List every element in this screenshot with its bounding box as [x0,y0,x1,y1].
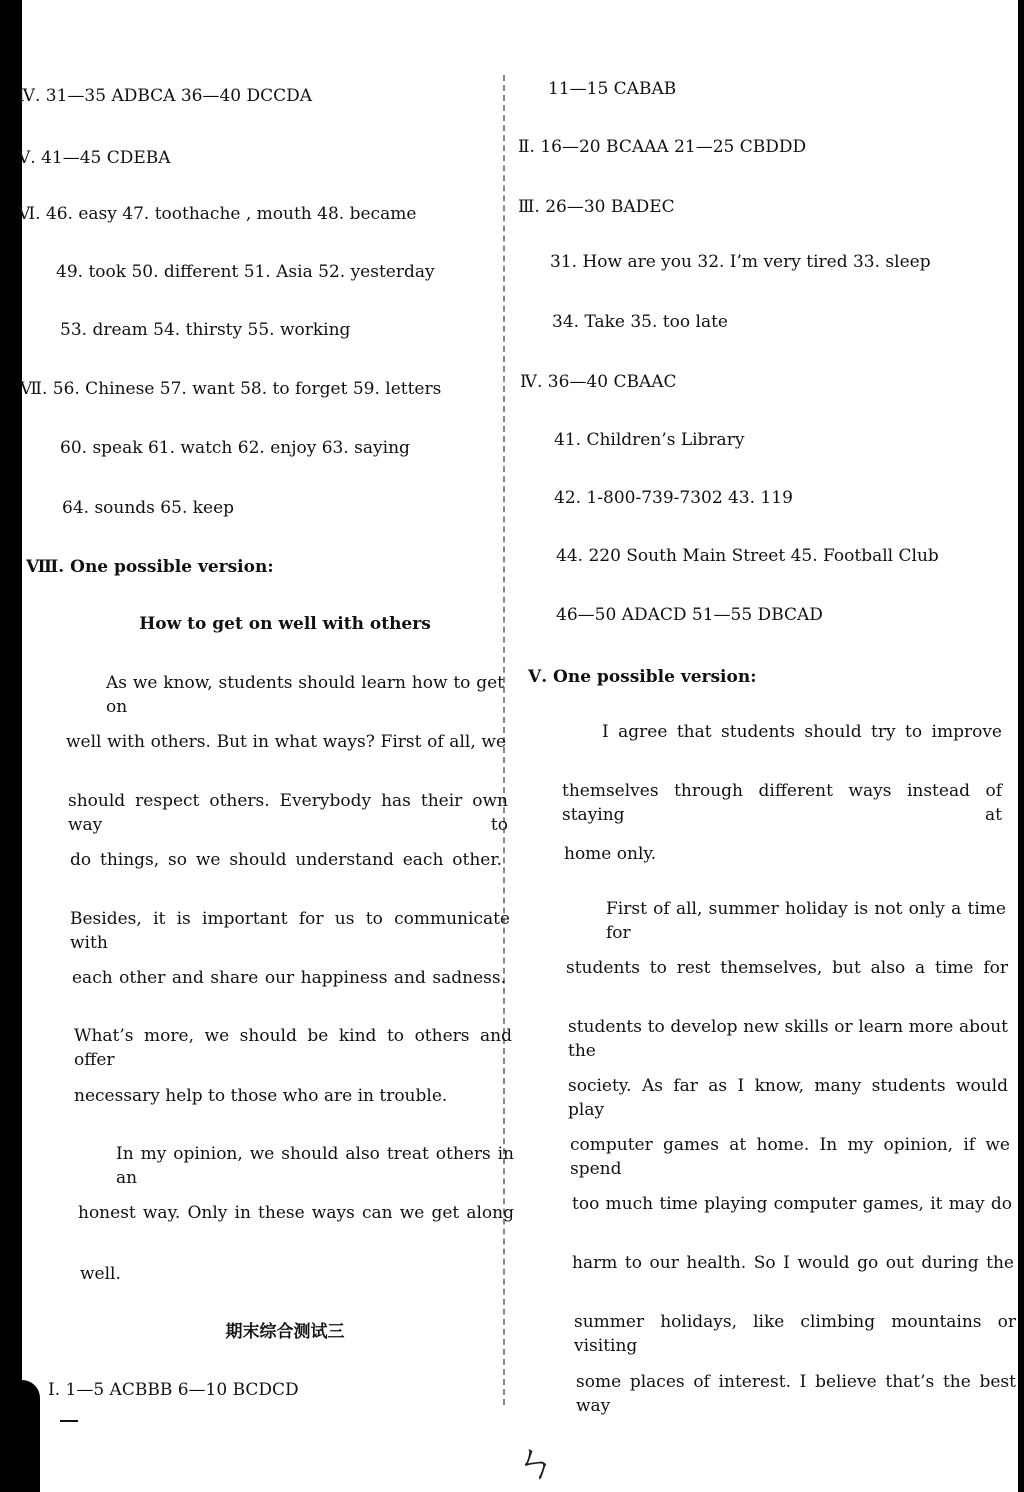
essay-title: How to get on well with others [139,614,431,634]
essay-line: In my opinion, we should also treat others in an [116,1144,514,1188]
essay-line: students to develop new skills or learn more about the [568,1017,1008,1061]
answer-line-iv-5: 46—50 ADACD 51—55 DBCAD [556,605,823,625]
answer-line-vi: Ⅵ. 46. easy 47. toothache , mouth 48. became [18,204,417,224]
essay-line: students to rest themselves, but also a time for [566,958,1008,978]
answer-line-vi-3: 53. dream 54. thirsty 55. working [60,320,351,340]
essay-line: well. [80,1264,121,1284]
essay-line: some places of interest. I believe that’s the best way [576,1372,1016,1416]
essay-line: society. As far as I know, many students would play [568,1076,1008,1120]
answer-line-iii-2: 31. How are you 32. I’m very tired 33. sleep [550,252,931,272]
answer-line-v: Ⅴ. 41—45 CDEBA [18,148,171,168]
answer-line-ii: Ⅱ. 16—20 BCAAA 21—25 CBDDD [518,137,807,157]
answer-line-vii-2: 60. speak 61. watch 62. enjoy 63. saying [60,438,410,458]
answer-line-vii-3: 64. sounds 65. keep [62,498,235,518]
answer-line-i: Ⅰ. 1—5 ACBBB 6—10 BCDCD [48,1380,299,1400]
answer-line-vii: Ⅶ. 56. Chinese 57. want 58. to forget 59. letters [20,379,442,399]
essay-line: What’s more, we should be kind to others and offer [74,1026,512,1070]
essay-line: As we know, students should learn how to get on [106,673,504,717]
essay-line: each other and share our happiness and sadness. [72,968,506,988]
essay-line: harm to our health. So I would go out during the [572,1253,1014,1273]
scan-edge-bottom-left [0,1380,40,1492]
answer-line-vi-2: 49. took 50. different 51. Asia 52. yesterday [56,262,435,282]
answer-line-iv: Ⅳ. 31—35 ADBCA 36—40 DCCDA [18,86,313,106]
essay-line: should respect others. Everybody has their own way to [68,791,508,835]
essay-line: well with others. But in what ways? First of all, we [66,732,506,752]
answer-line-iv-right: Ⅳ. 36—40 CBAAC [520,372,677,392]
version-heading-viii: Ⅷ. One possible version: [26,557,274,577]
essay-line: do things, so we should understand each other. [70,850,502,870]
essay-line: home only. [564,844,657,864]
version-heading-v: Ⅴ. One possible version: [528,667,757,687]
answer-line-iii: Ⅲ. 26—30 BADEC [518,197,675,217]
handwritten-page-mark: ㄣ [515,1438,558,1487]
answer-line-11-15: 11—15 CABAB [548,79,677,99]
essay-line: honest way. Only in these ways can we get along [78,1203,514,1223]
answer-line-iii-3: 34. Take 35. too late [552,312,728,332]
essay-line: themselves through different ways instead of staying at [562,781,1002,825]
essay-line: First of all, summer holiday is not only a time for [606,899,1006,943]
page-number-dash [60,1420,78,1422]
essay-line: computer games at home. In my opinion, if we spend [570,1135,1010,1179]
essay-line: necessary help to those who are in trouble. [74,1086,448,1106]
section-title: 期末综合测试三 [225,1322,345,1342]
essay-line: too much time playing computer games, it may do [572,1194,1012,1214]
essay-line: I agree that students should try to improve [602,722,1002,742]
essay-line: summer holidays, like climbing mountains or visiting [574,1312,1016,1356]
answer-line-iv-3: 42. 1-800-739-7302 43. 119 [554,488,793,508]
essay-line: Besides, it is important for us to communicate with [70,909,510,953]
answer-line-iv-4: 44. 220 South Main Street 45. Football Club [556,546,939,566]
scan-edge-right [1018,0,1024,1492]
answer-line-iv-2: 41. Children’s Library [554,430,745,450]
